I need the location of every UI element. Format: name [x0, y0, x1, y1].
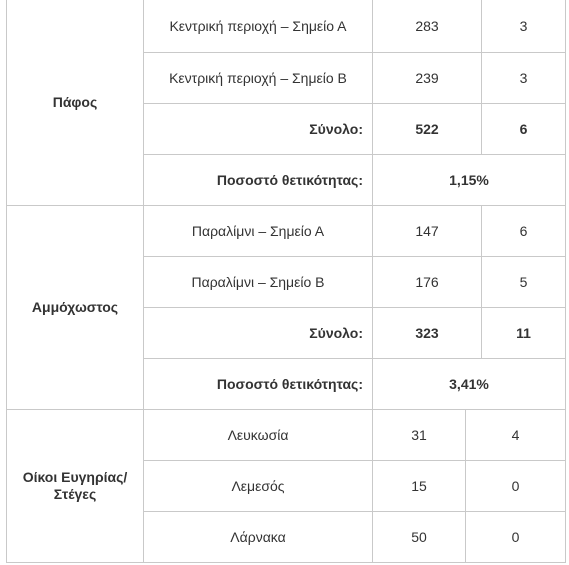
positive-cell: 5 — [482, 257, 566, 308]
region-cell-paphos: Πάφος — [7, 0, 144, 206]
location-cell: Παραλίμνι – Σημείο Β — [144, 257, 373, 308]
location-cell: Κεντρική περιοχή – Σημείο Β — [144, 53, 373, 104]
positive-cell: 3 — [482, 53, 566, 104]
location-cell: Λάρνακα — [144, 512, 373, 563]
homes-results-table — [6, 409, 566, 563]
samples-cell: 15 — [373, 461, 466, 512]
total-label: Σύνολο: — [144, 104, 373, 155]
total-samples: 522 — [373, 104, 482, 155]
rate-value: 1,15% — [373, 155, 566, 206]
samples-cell: 31 — [373, 410, 466, 461]
location-cell: Λεμεσός — [144, 461, 373, 512]
samples-cell: 176 — [373, 257, 482, 308]
wastewater-results-table — [6, 0, 566, 410]
rate-label: Ποσοστό θετικότητας: — [144, 155, 373, 206]
table-row — [7, 410, 566, 461]
table-row — [7, 206, 566, 257]
total-samples: 323 — [373, 308, 482, 359]
region-cell-homes — [7, 410, 144, 563]
positive-cell: 4 — [466, 410, 566, 461]
rate-value: 3,41% — [373, 359, 566, 410]
location-cell: Λευκωσία — [144, 410, 373, 461]
table-row — [7, 0, 566, 53]
samples-cell: 283 — [373, 0, 482, 53]
positive-cell: 3 — [482, 0, 566, 53]
positive-cell: 6 — [482, 206, 566, 257]
region-line-1: Οίκοι Ευγηρίας/ — [22, 469, 128, 485]
samples-cell: 147 — [373, 206, 482, 257]
location-cell: Παραλίμνι – Σημείο Α — [144, 206, 373, 257]
positive-cell: 0 — [466, 461, 566, 512]
region-cell-famagusta: Αμμόχωστος — [7, 206, 144, 410]
region-line-2: Στέγες — [53, 486, 97, 502]
samples-cell: 239 — [373, 53, 482, 104]
location-cell: Κεντρική περιοχή – Σημείο Α — [144, 0, 373, 53]
samples-cell: 50 — [373, 512, 466, 563]
total-label: Σύνολο: — [144, 308, 373, 359]
positive-cell: 0 — [466, 512, 566, 563]
total-positive: 11 — [482, 308, 566, 359]
rate-label: Ποσοστό θετικότητας: — [144, 359, 373, 410]
total-positive: 6 — [482, 104, 566, 155]
